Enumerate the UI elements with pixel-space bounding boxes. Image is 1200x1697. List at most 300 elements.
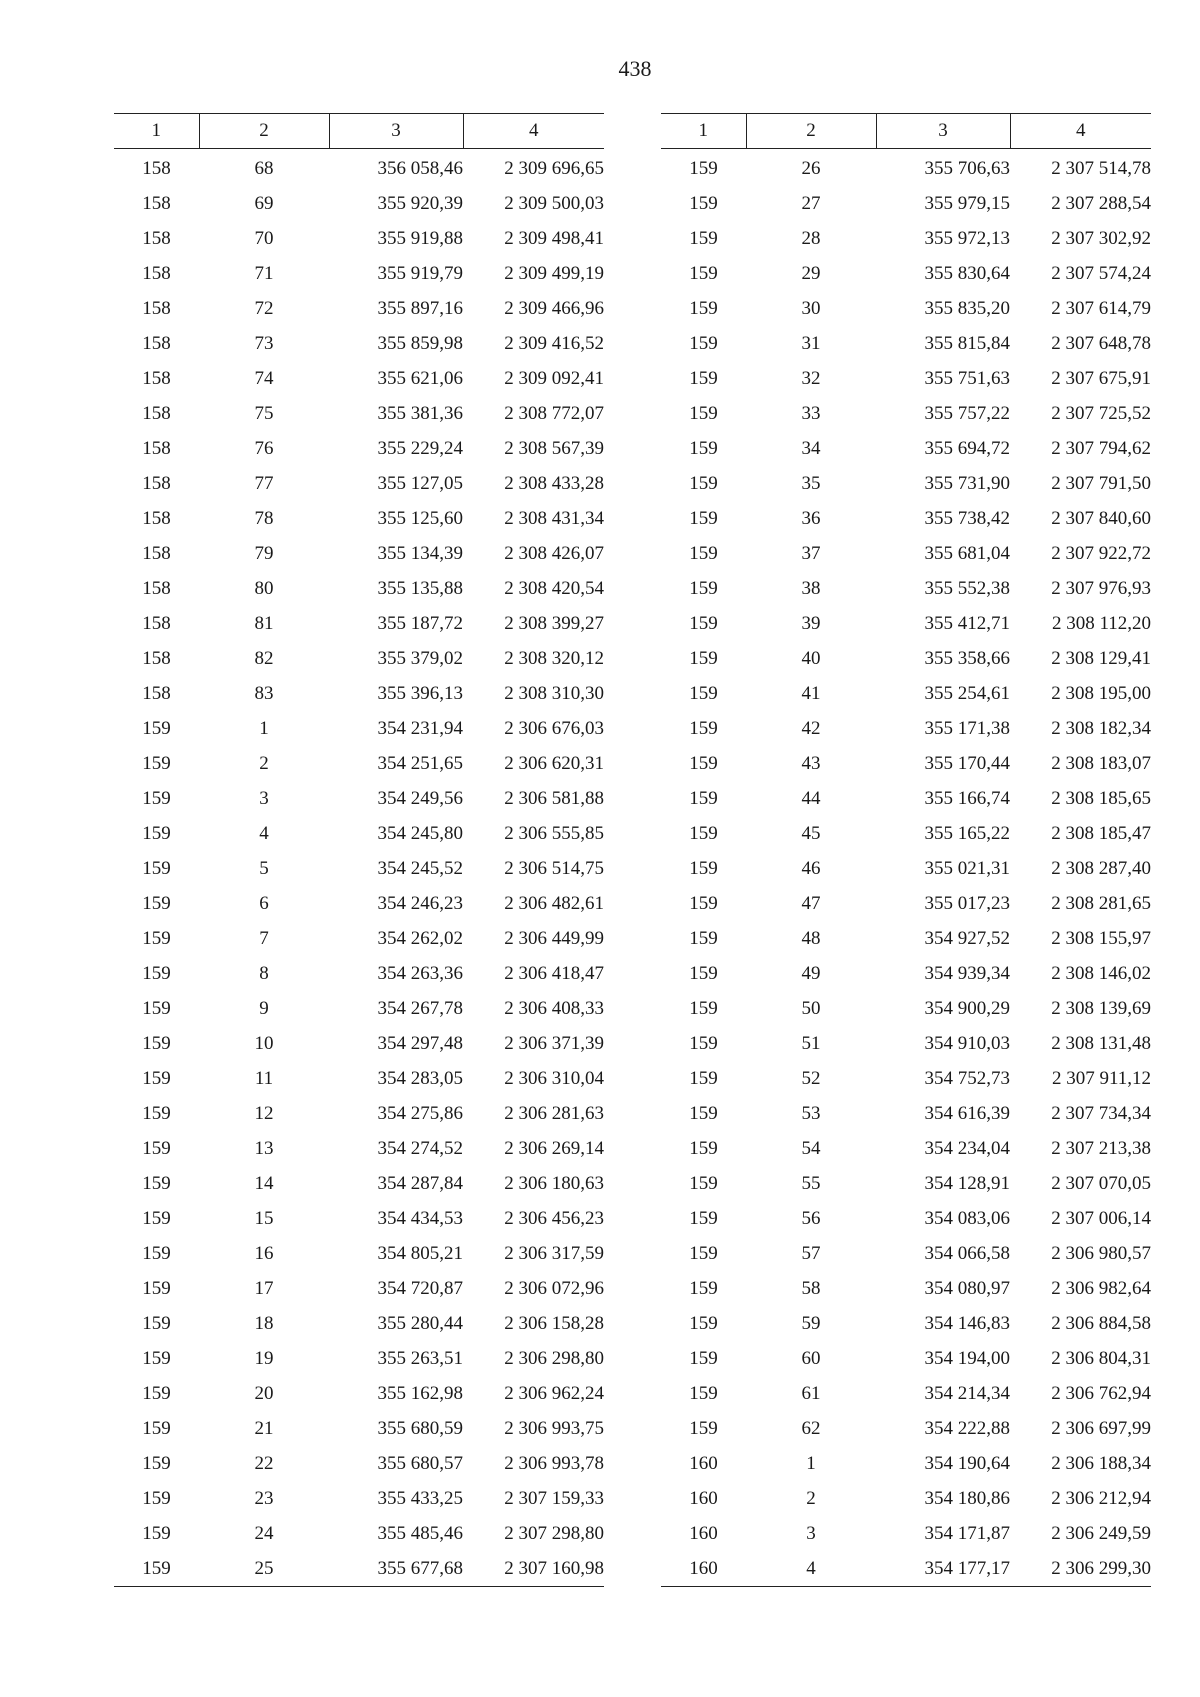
table-row — [114, 1236, 604, 1271]
table-row — [114, 1551, 604, 1587]
table-row — [661, 1061, 1151, 1096]
table-cell-col-1: 158 — [142, 262, 171, 284]
table-cell-col-4: 2 306 408,33 — [504, 997, 604, 1019]
table-cell-col-2: 58 — [801, 1277, 821, 1299]
table-cell-col-2: 28 — [801, 227, 821, 249]
table-row — [114, 1061, 604, 1096]
table-cell-col-1: 158 — [142, 472, 171, 494]
table-row — [661, 816, 1151, 851]
table-row — [114, 886, 604, 921]
table-cell-col-2: 57 — [801, 1242, 821, 1264]
table-row — [661, 676, 1151, 711]
table-cell-col-3: 354 283,05 — [377, 1067, 463, 1089]
table-cell-col-3: 355 979,15 — [924, 192, 1010, 214]
column-header-4: 4 — [1010, 114, 1151, 149]
table-cell-col-1: 160 — [689, 1522, 718, 1544]
table-cell-col-1: 159 — [142, 1242, 171, 1264]
table-cell-col-2: 68 — [254, 157, 274, 179]
table-cell-col-1: 159 — [689, 857, 718, 879]
column-header-1: 1 — [661, 114, 746, 149]
table-row — [114, 186, 604, 221]
table-cell-col-2: 20 — [254, 1382, 274, 1404]
table-cell-col-4: 2 306 269,14 — [504, 1137, 604, 1159]
table-cell-col-1: 158 — [142, 157, 171, 179]
table-cell-col-3: 354 194,00 — [924, 1347, 1010, 1369]
table-row — [661, 501, 1151, 536]
table-cell-col-4: 2 308 146,02 — [1051, 962, 1151, 984]
table-cell-col-2: 31 — [801, 332, 821, 354]
table-cell-col-1: 159 — [142, 1487, 171, 1509]
table-cell-col-4: 2 307 574,24 — [1051, 262, 1151, 284]
table-cell-col-2: 35 — [801, 472, 821, 494]
table-cell-col-1: 159 — [689, 402, 718, 424]
table-cell-col-1: 159 — [689, 1067, 718, 1089]
table-cell-col-2: 32 — [801, 367, 821, 389]
table-cell-col-1: 159 — [689, 927, 718, 949]
table-cell-col-4: 2 308 195,00 — [1051, 682, 1151, 704]
table-cell-col-3: 355 280,44 — [377, 1312, 463, 1334]
table-cell-col-4: 2 309 416,52 — [504, 332, 604, 354]
table-row — [661, 1236, 1151, 1271]
table-cell-col-2: 76 — [254, 437, 274, 459]
table-cell-col-2: 7 — [259, 927, 269, 949]
table-row — [114, 676, 604, 711]
table-cell-col-4: 2 307 922,72 — [1051, 542, 1151, 564]
table-row — [661, 991, 1151, 1026]
table-cell-col-2: 48 — [801, 927, 821, 949]
table-cell-col-3: 354 251,65 — [377, 752, 463, 774]
table-cell-col-2: 17 — [254, 1277, 274, 1299]
table-cell-col-2: 55 — [801, 1172, 821, 1194]
table-row — [661, 1271, 1151, 1306]
column-header-1: 1 — [114, 114, 199, 149]
table-cell-col-3: 355 706,63 — [924, 157, 1010, 179]
table-cell-col-4: 2 306 371,39 — [504, 1032, 604, 1054]
table-cell-col-4: 2 306 418,47 — [504, 962, 604, 984]
table-cell-col-1: 159 — [689, 787, 718, 809]
table-cell-col-1: 158 — [142, 367, 171, 389]
table-row — [114, 816, 604, 851]
table-cell-col-1: 159 — [689, 367, 718, 389]
table-row — [661, 221, 1151, 256]
table-cell-col-3: 355 254,61 — [924, 682, 1010, 704]
table-cell-col-2: 22 — [254, 1452, 274, 1474]
table-cell-col-3: 354 900,29 — [924, 997, 1010, 1019]
table-cell-col-3: 354 177,17 — [924, 1557, 1010, 1579]
table-cell-col-2: 9 — [259, 997, 269, 1019]
table-row — [114, 1131, 604, 1166]
table-cell-col-3: 355 859,98 — [377, 332, 463, 354]
table-cell-col-3: 355 170,44 — [924, 752, 1010, 774]
table-cell-col-3: 355 134,39 — [377, 542, 463, 564]
table-cell-col-2: 70 — [254, 227, 274, 249]
table-cell-col-1: 159 — [689, 297, 718, 319]
table-cell-col-2: 54 — [801, 1137, 821, 1159]
table-cell-col-3: 355 229,24 — [377, 437, 463, 459]
table-cell-col-4: 2 308 320,12 — [504, 647, 604, 669]
table-cell-col-1: 159 — [142, 1172, 171, 1194]
table-row — [661, 781, 1151, 816]
table-cell-col-3: 355 135,88 — [377, 577, 463, 599]
table-cell-col-4: 2 307 298,80 — [504, 1522, 604, 1544]
table-cell-col-4: 2 307 006,14 — [1051, 1207, 1151, 1229]
table-row — [114, 1306, 604, 1341]
table-row — [661, 1516, 1151, 1551]
table-cell-col-4: 2 306 555,85 — [504, 822, 604, 844]
table-cell-col-2: 53 — [801, 1102, 821, 1124]
table-cell-col-1: 158 — [142, 402, 171, 424]
table-cell-col-2: 78 — [254, 507, 274, 529]
table-cell-col-2: 83 — [254, 682, 274, 704]
table-cell-col-3: 355 830,64 — [924, 262, 1010, 284]
table-cell-col-4: 2 308 567,39 — [504, 437, 604, 459]
table-row — [661, 186, 1151, 221]
table-cell-col-2: 37 — [801, 542, 821, 564]
table-cell-col-4: 2 308 310,30 — [504, 682, 604, 704]
table-cell-col-2: 49 — [801, 962, 821, 984]
table-cell-col-2: 34 — [801, 437, 821, 459]
table-cell-col-4: 2 308 185,65 — [1051, 787, 1151, 809]
table-cell-col-4: 2 308 131,48 — [1051, 1032, 1151, 1054]
table-cell-col-1: 159 — [689, 1032, 718, 1054]
table-cell-col-2: 45 — [801, 822, 821, 844]
table-cell-col-1: 159 — [142, 787, 171, 809]
table-cell-col-1: 158 — [142, 682, 171, 704]
table-row — [661, 956, 1151, 991]
table-row — [114, 256, 604, 291]
coordinates-table-right — [661, 113, 1151, 1587]
table-row — [661, 1131, 1151, 1166]
table-cell-col-4: 2 306 180,63 — [504, 1172, 604, 1194]
table-header-row — [114, 114, 604, 149]
table-cell-col-2: 4 — [259, 822, 269, 844]
table-cell-col-4: 2 306 620,31 — [504, 752, 604, 774]
table-cell-col-1: 159 — [142, 1032, 171, 1054]
table-cell-col-4: 2 306 310,04 — [504, 1067, 604, 1089]
table-row — [661, 851, 1151, 886]
table-cell-col-2: 14 — [254, 1172, 274, 1194]
table-cell-col-1: 160 — [689, 1452, 718, 1474]
table-cell-col-2: 80 — [254, 577, 274, 599]
table-cell-col-4: 2 307 840,60 — [1051, 507, 1151, 529]
table-cell-col-2: 60 — [801, 1347, 821, 1369]
table-cell-col-2: 30 — [801, 297, 821, 319]
table-cell-col-3: 355 680,59 — [377, 1417, 463, 1439]
table-cell-col-1: 159 — [689, 1347, 718, 1369]
table-row — [661, 536, 1151, 571]
table-cell-col-3: 354 927,52 — [924, 927, 1010, 949]
table-cell-col-1: 159 — [689, 962, 718, 984]
table-cell-col-4: 2 306 456,23 — [504, 1207, 604, 1229]
table-cell-col-1: 159 — [142, 1277, 171, 1299]
table-cell-col-1: 159 — [689, 1277, 718, 1299]
table-row — [114, 466, 604, 501]
table-cell-col-2: 56 — [801, 1207, 821, 1229]
table-cell-col-4: 2 307 070,05 — [1051, 1172, 1151, 1194]
table-cell-col-1: 159 — [142, 1522, 171, 1544]
table-cell-col-2: 79 — [254, 542, 274, 564]
table-cell-col-3: 354 222,88 — [924, 1417, 1010, 1439]
table-cell-col-2: 21 — [254, 1417, 274, 1439]
table-cell-col-4: 2 307 725,52 — [1051, 402, 1151, 424]
table-cell-col-3: 354 083,06 — [924, 1207, 1010, 1229]
table-cell-col-1: 159 — [689, 332, 718, 354]
table-cell-col-1: 159 — [689, 192, 718, 214]
table-cell-col-2: 41 — [801, 682, 821, 704]
table-cell-col-3: 355 127,05 — [377, 472, 463, 494]
table-cell-col-1: 158 — [142, 297, 171, 319]
table-cell-col-1: 158 — [142, 647, 171, 669]
table-cell-col-4: 2 307 288,54 — [1051, 192, 1151, 214]
table-cell-col-2: 42 — [801, 717, 821, 739]
table-cell-col-1: 159 — [142, 892, 171, 914]
table-cell-col-2: 46 — [801, 857, 821, 879]
table-cell-col-4: 2 307 648,78 — [1051, 332, 1151, 354]
table-cell-col-2: 73 — [254, 332, 274, 354]
table-cell-col-4: 2 306 581,88 — [504, 787, 604, 809]
table-cell-col-3: 354 262,02 — [377, 927, 463, 949]
table-cell-col-1: 159 — [142, 822, 171, 844]
table-cell-col-3: 354 805,21 — [377, 1242, 463, 1264]
table-cell-col-2: 75 — [254, 402, 274, 424]
table-row — [114, 1516, 604, 1551]
table-cell-col-4: 2 308 281,65 — [1051, 892, 1151, 914]
table-cell-col-2: 52 — [801, 1067, 821, 1089]
table-row — [114, 501, 604, 536]
table-cell-col-2: 6 — [259, 892, 269, 914]
table-cell-col-2: 15 — [254, 1207, 274, 1229]
table-cell-col-2: 2 — [259, 752, 269, 774]
table-cell-col-3: 355 396,13 — [377, 682, 463, 704]
table-cell-col-4: 2 308 420,54 — [504, 577, 604, 599]
table-row — [114, 396, 604, 431]
table-cell-col-3: 355 757,22 — [924, 402, 1010, 424]
table-cell-col-1: 159 — [142, 962, 171, 984]
table-row — [114, 1446, 604, 1481]
table-cell-col-1: 159 — [689, 1382, 718, 1404]
table-cell-col-4: 2 307 791,50 — [1051, 472, 1151, 494]
table-cell-col-3: 354 275,86 — [377, 1102, 463, 1124]
table-body-right — [661, 149, 1151, 1587]
table-row — [661, 641, 1151, 676]
table-cell-col-1: 158 — [142, 507, 171, 529]
table-cell-col-1: 159 — [142, 1557, 171, 1579]
table-cell-col-4: 2 309 092,41 — [504, 367, 604, 389]
table-cell-col-2: 16 — [254, 1242, 274, 1264]
table-cell-col-3: 354 180,86 — [924, 1487, 1010, 1509]
column-header-3: 3 — [329, 114, 463, 149]
table-row — [661, 1376, 1151, 1411]
table-cell-col-1: 158 — [142, 612, 171, 634]
table-row — [661, 1411, 1151, 1446]
table-row — [661, 746, 1151, 781]
table-cell-col-4: 2 308 185,47 — [1051, 822, 1151, 844]
table-row — [661, 606, 1151, 641]
table-cell-col-3: 355 897,16 — [377, 297, 463, 319]
table-cell-col-3: 355 920,39 — [377, 192, 463, 214]
table-row — [114, 1096, 604, 1131]
table-cell-col-1: 158 — [142, 192, 171, 214]
table-cell-col-1: 159 — [689, 262, 718, 284]
table-cell-col-3: 355 677,68 — [377, 1557, 463, 1579]
table-row — [661, 571, 1151, 606]
table-cell-col-1: 159 — [142, 997, 171, 1019]
table-cell-col-1: 159 — [689, 892, 718, 914]
table-cell-col-3: 355 485,46 — [377, 1522, 463, 1544]
table-cell-col-3: 355 680,57 — [377, 1452, 463, 1474]
table-row — [114, 956, 604, 991]
table-cell-col-4: 2 308 433,28 — [504, 472, 604, 494]
table-cell-col-4: 2 309 466,96 — [504, 297, 604, 319]
table-cell-col-4: 2 306 762,94 — [1051, 1382, 1151, 1404]
table-cell-col-1: 159 — [142, 1067, 171, 1089]
table-cell-col-2: 81 — [254, 612, 274, 634]
table-row — [114, 851, 604, 886]
table-cell-col-3: 354 616,39 — [924, 1102, 1010, 1124]
table-cell-col-1: 159 — [689, 1137, 718, 1159]
table-cell-col-3: 355 815,84 — [924, 332, 1010, 354]
table-cell-col-4: 2 309 696,65 — [504, 157, 604, 179]
table-row — [661, 1306, 1151, 1341]
table-body-left — [114, 149, 604, 1587]
table-row — [114, 991, 604, 1026]
table-cell-col-2: 25 — [254, 1557, 274, 1579]
table-cell-col-2: 10 — [254, 1032, 274, 1054]
table-row — [114, 641, 604, 676]
column-header-4: 4 — [463, 114, 604, 149]
table-cell-col-2: 4 — [806, 1557, 816, 1579]
table-cell-col-4: 2 308 139,69 — [1051, 997, 1151, 1019]
table-cell-col-3: 355 021,31 — [924, 857, 1010, 879]
table-cell-col-2: 74 — [254, 367, 274, 389]
table-cell-col-2: 51 — [801, 1032, 821, 1054]
table-cell-col-3: 354 146,83 — [924, 1312, 1010, 1334]
table-cell-col-4: 2 309 498,41 — [504, 227, 604, 249]
table-cell-col-3: 355 835,20 — [924, 297, 1010, 319]
table-cell-col-4: 2 306 317,59 — [504, 1242, 604, 1264]
coordinates-table-left — [114, 113, 604, 1587]
table-cell-col-2: 11 — [254, 1067, 274, 1089]
table-cell-col-2: 38 — [801, 577, 821, 599]
table-cell-col-3: 354 245,52 — [377, 857, 463, 879]
table-row — [661, 291, 1151, 326]
table-cell-col-1: 159 — [142, 1382, 171, 1404]
table-cell-col-3: 354 263,36 — [377, 962, 463, 984]
table-cell-col-1: 158 — [142, 437, 171, 459]
table-cell-col-4: 2 308 772,07 — [504, 402, 604, 424]
table-row — [661, 711, 1151, 746]
table-cell-col-2: 1 — [259, 717, 269, 739]
table-cell-col-4: 2 306 281,63 — [504, 1102, 604, 1124]
table-cell-col-4: 2 308 431,34 — [504, 507, 604, 529]
table-cell-col-1: 159 — [142, 1312, 171, 1334]
table-cell-col-1: 159 — [142, 857, 171, 879]
table-cell-col-2: 36 — [801, 507, 821, 529]
table-cell-col-2: 62 — [801, 1417, 821, 1439]
table-cell-col-3: 354 080,97 — [924, 1277, 1010, 1299]
table-cell-col-2: 26 — [801, 157, 821, 179]
table-cell-col-2: 18 — [254, 1312, 274, 1334]
table-row — [661, 396, 1151, 431]
table-cell-col-3: 355 919,88 — [377, 227, 463, 249]
table-row — [114, 1201, 604, 1236]
table-cell-col-4: 2 309 500,03 — [504, 192, 604, 214]
table-cell-col-2: 3 — [806, 1522, 816, 1544]
table-cell-col-4: 2 306 993,75 — [504, 1417, 604, 1439]
table-cell-col-3: 355 751,63 — [924, 367, 1010, 389]
table-row — [661, 921, 1151, 956]
table-cell-col-4: 2 306 298,80 — [504, 1347, 604, 1369]
table-cell-col-3: 354 231,94 — [377, 717, 463, 739]
table-cell-col-3: 354 939,34 — [924, 962, 1010, 984]
table-cell-col-2: 2 — [806, 1487, 816, 1509]
table-cell-col-3: 355 171,38 — [924, 717, 1010, 739]
table-cell-col-1: 159 — [689, 1102, 718, 1124]
table-cell-col-1: 159 — [689, 542, 718, 564]
table-cell-col-2: 72 — [254, 297, 274, 319]
table-cell-col-2: 23 — [254, 1487, 274, 1509]
table-cell-col-2: 43 — [801, 752, 821, 774]
table-cell-col-3: 355 552,38 — [924, 577, 1010, 599]
table-cell-col-4: 2 306 993,78 — [504, 1452, 604, 1474]
table-cell-col-1: 160 — [689, 1487, 718, 1509]
table-row — [114, 1376, 604, 1411]
table-row — [661, 431, 1151, 466]
table-cell-col-4: 2 308 287,40 — [1051, 857, 1151, 879]
table-row — [114, 711, 604, 746]
table-row — [114, 1166, 604, 1201]
table-cell-col-3: 355 412,71 — [924, 612, 1010, 634]
table-cell-col-1: 158 — [142, 227, 171, 249]
table-cell-col-3: 354 214,34 — [924, 1382, 1010, 1404]
table-cell-col-4: 2 307 614,79 — [1051, 297, 1151, 319]
table-cell-col-3: 355 919,79 — [377, 262, 463, 284]
table-cell-col-4: 2 307 911,12 — [1051, 1067, 1151, 1089]
table-cell-col-2: 27 — [801, 192, 821, 214]
table-cell-col-3: 354 267,78 — [377, 997, 463, 1019]
table-cell-col-4: 2 307 213,38 — [1051, 1137, 1151, 1159]
column-header-2: 2 — [199, 114, 329, 149]
table-cell-col-3: 355 162,98 — [377, 1382, 463, 1404]
table-cell-col-3: 355 358,66 — [924, 647, 1010, 669]
table-cell-col-1: 159 — [142, 1347, 171, 1369]
table-cell-col-4: 2 306 299,30 — [1051, 1557, 1151, 1579]
table-cell-col-4: 2 306 188,34 — [1051, 1452, 1151, 1474]
table-cell-col-3: 354 249,56 — [377, 787, 463, 809]
table-cell-col-4: 2 306 676,03 — [504, 717, 604, 739]
table-cell-col-4: 2 307 302,92 — [1051, 227, 1151, 249]
table-cell-col-3: 354 287,84 — [377, 1172, 463, 1194]
table-cell-col-4: 2 308 182,34 — [1051, 717, 1151, 739]
table-cell-col-3: 354 434,53 — [377, 1207, 463, 1229]
table-cell-col-2: 71 — [254, 262, 274, 284]
table-cell-col-2: 39 — [801, 612, 821, 634]
table-row — [661, 256, 1151, 291]
table-cell-col-4: 2 308 426,07 — [504, 542, 604, 564]
table-cell-col-4: 2 306 158,28 — [504, 1312, 604, 1334]
table-cell-col-4: 2 306 697,99 — [1051, 1417, 1151, 1439]
table-cell-col-4: 2 308 112,20 — [1051, 612, 1151, 634]
table-cell-col-4: 2 308 399,27 — [504, 612, 604, 634]
table-cell-col-3: 354 128,91 — [924, 1172, 1010, 1194]
table-cell-col-1: 159 — [689, 612, 718, 634]
table-row — [114, 536, 604, 571]
table-cell-col-3: 354 066,58 — [924, 1242, 1010, 1264]
table-cell-col-1: 159 — [689, 437, 718, 459]
table-cell-col-1: 158 — [142, 332, 171, 354]
table-cell-col-4: 2 306 962,24 — [504, 1382, 604, 1404]
table-cell-col-3: 355 017,23 — [924, 892, 1010, 914]
